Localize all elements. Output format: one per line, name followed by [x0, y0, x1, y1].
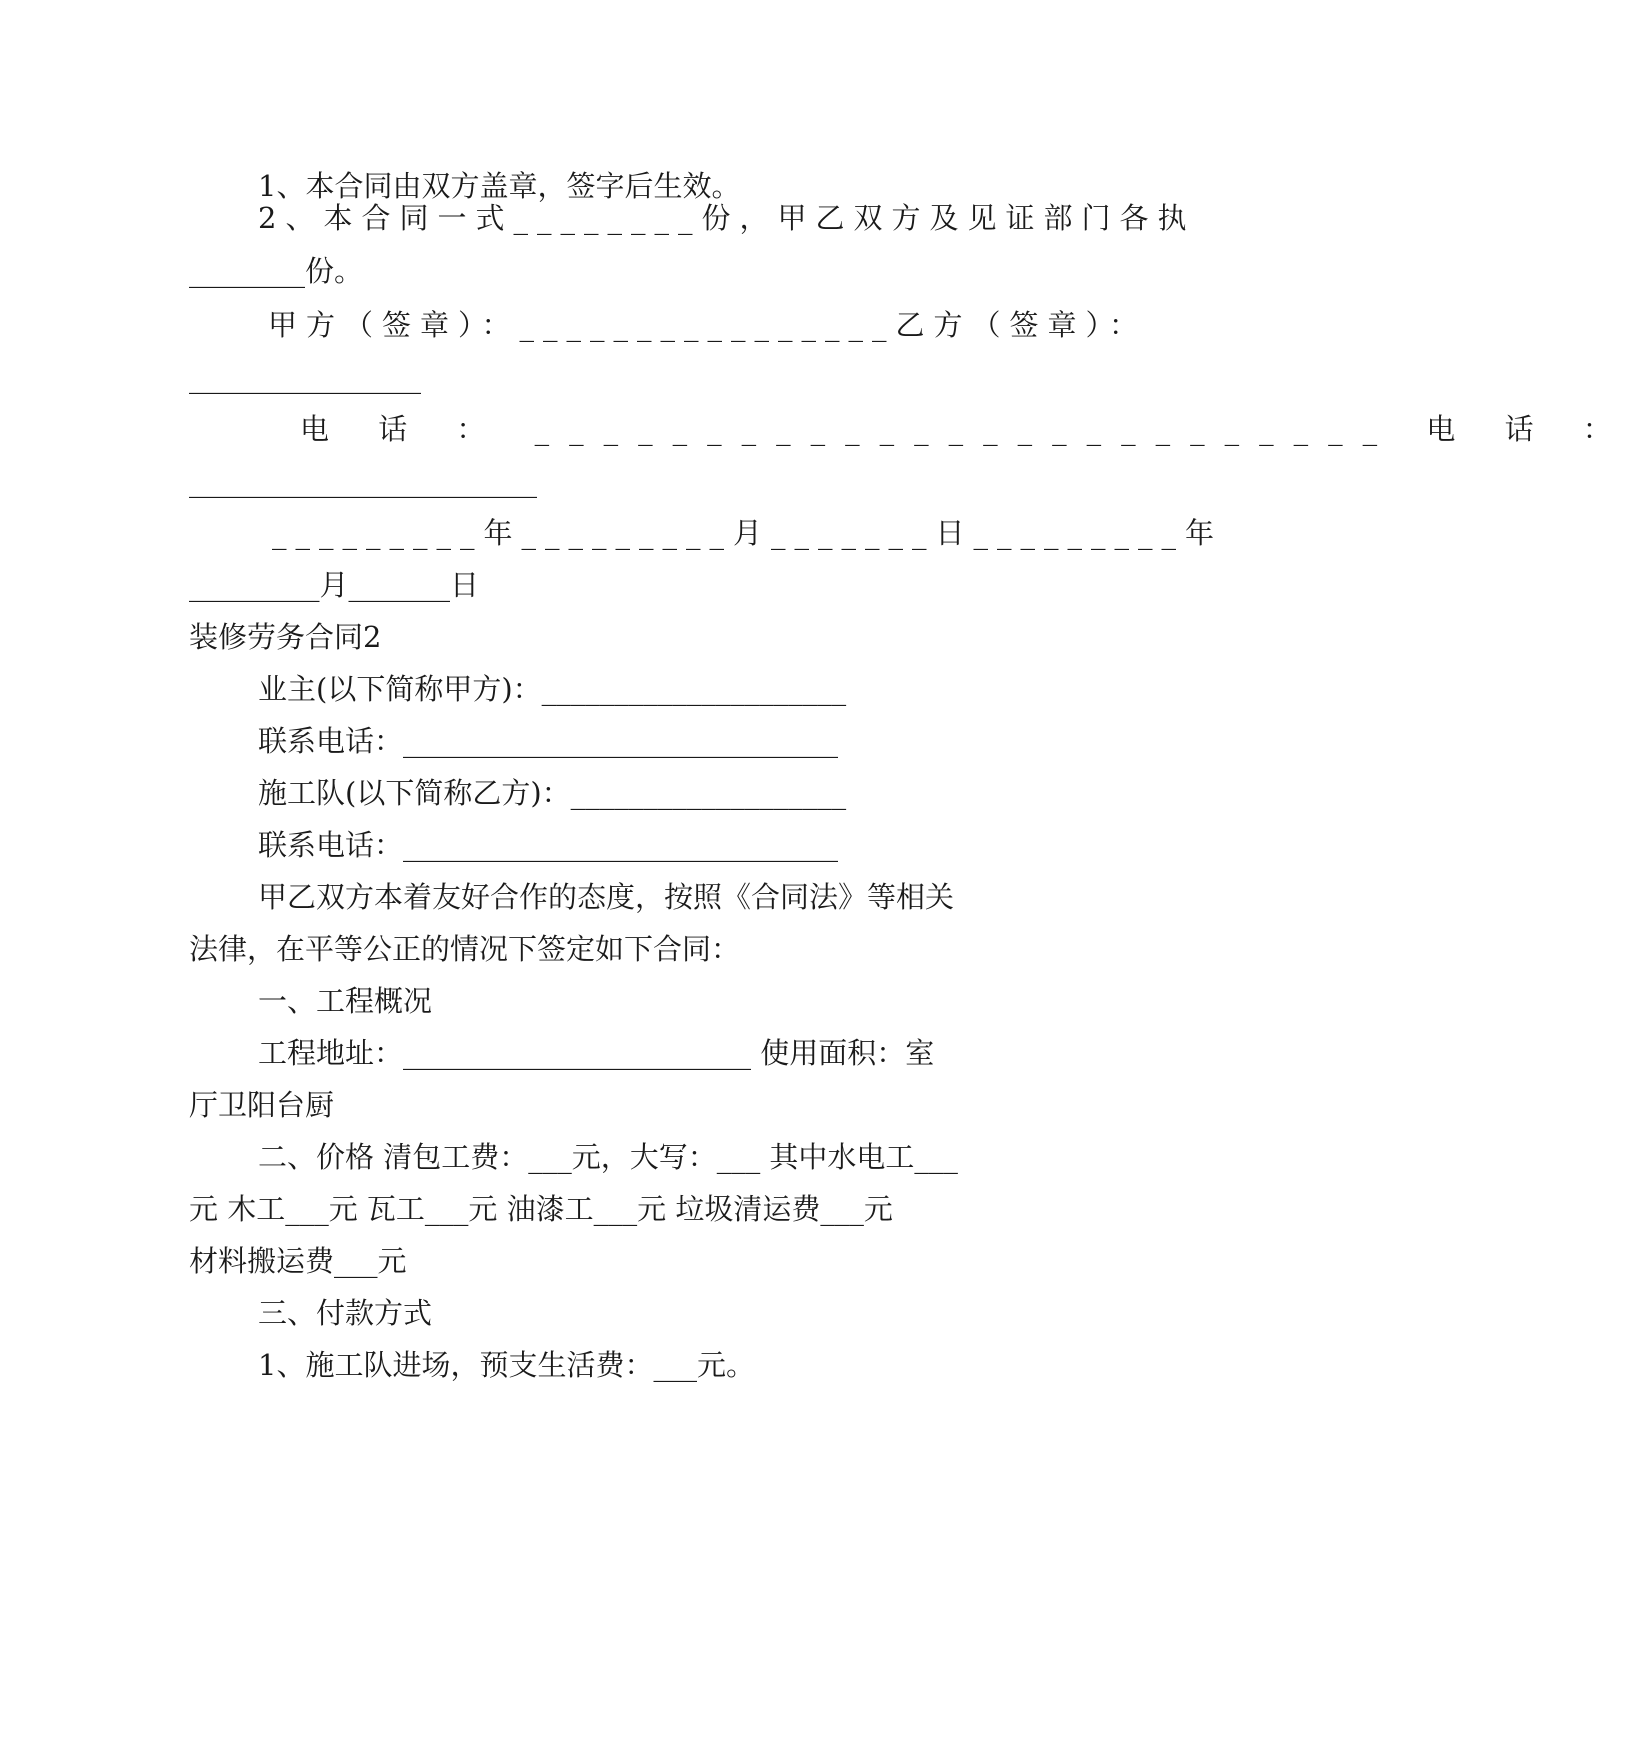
section-title: 装修劳务合同2 — [189, 620, 382, 654]
project-address-cont: 厅卫阳台厨 — [189, 1088, 335, 1122]
clause-copies-cont: ________份。 — [189, 254, 364, 288]
contractor-line: 施工队(以下简称乙方)：___________________ — [258, 776, 847, 810]
signature-line-cont: ________________ — [189, 360, 421, 394]
clause-copies: 2、本合同一式________份，甲乙双方及见证部门各执 — [258, 201, 1196, 235]
preamble-cont: 法律，在平等公正的情况下签定如下合同： — [189, 932, 741, 966]
price-line-cont: 元 木工___元 瓦工___元 油漆工___元 垃圾清运费___元 — [189, 1192, 893, 1226]
contractor-phone-line: 联系电话：______________________________ — [258, 828, 839, 862]
signature-line: 甲方（签章）：________________乙方（签章）： — [268, 308, 1148, 342]
project-address-line: 工程地址：________________________ 使用面积：室 — [258, 1036, 935, 1070]
price-line-cont2: 材料搬运费___元 — [189, 1244, 407, 1278]
heading-project-overview: 一、工程概况 — [258, 984, 433, 1018]
heading-payment: 三、付款方式 — [258, 1296, 433, 1330]
phone-line-cont: ________________________ — [189, 464, 537, 498]
preamble: 甲乙双方本着友好合作的态度，按照《合同法》等相关 — [258, 880, 955, 914]
phone-line: 电 话 ： _________________________ 电 话 ： — [300, 412, 1632, 446]
owner-phone-line: 联系电话：______________________________ — [258, 724, 839, 758]
date-line: _________年_________月_______日_________年 — [272, 516, 1224, 550]
owner-line: 业主(以下简称甲方)：_____________________ — [258, 672, 847, 706]
clause-effective: 1、本合同由双方盖章，签字后生效。 — [258, 169, 741, 203]
price-line: 二、价格 清包工费：___元，大写：___ 其中水电工___ — [258, 1140, 958, 1174]
date-line-cont: _________月_______日 — [189, 568, 480, 602]
payment-item-1: 1、施工队进场，预支生活费：___元。 — [258, 1348, 755, 1382]
